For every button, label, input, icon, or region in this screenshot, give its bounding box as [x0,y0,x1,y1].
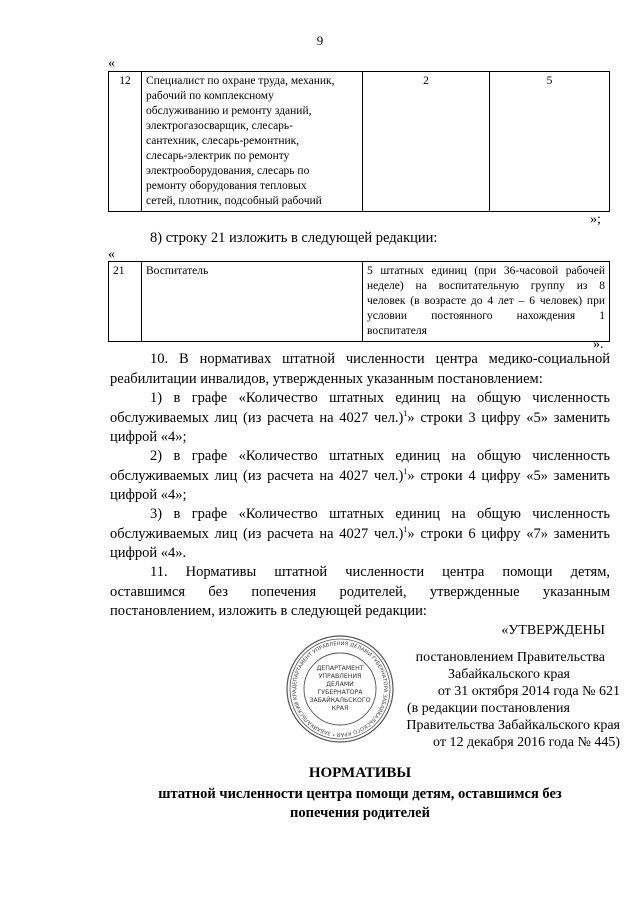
svg-text:УПРАВЛЕНИЯ: УПРАВЛЕНИЯ [318,673,362,680]
stamp-ring-text: ДЕПАРТАМЕНТ УПРАВЛЕНИЯ ДЕЛАМИ ГУБЕРНАТОРА ЗАБАЙКАЛЬСКОГО КРАЯ * ЗАБАЙКАЛЬСКИЙ КРА [291,640,389,738]
paragraph-11: 11. Нормативы штатной численности центра помощи детям, оставшимся без попечения родителей, утвержденные указанным постановлением, изложить в следующей редакции: [110,564,610,619]
quote-open-2: « [108,247,115,262]
paragraph-10-3: 3) в графе «Количество штатных единиц на общую численность обслуживаемых лиц (из расчета на 4027 чел.)$^1$» строки 6 цифру «7» заменить цифрой «4». [110,506,610,561]
row-number: 12 [109,72,142,212]
document-subtitle: штатной численности центра помощи детям, оставшимся без попечения родителей [158,786,562,821]
approved-heading: «УТВЕРЖДЕНЫ [501,623,605,638]
svg-text:ГУБЕРНАТОРА: ГУБЕРНАТОРА [317,689,363,696]
position-cell: Специалист по охране труда, механик, рабочий по комплексному обслуживанию и ремонту зданий, электрогазосварщик, слесарь- сантехник, слесарь-ремонтник, слесарь-электрик по ремонту электрооборудования, слесарь по ремонту оборудования тепловых сетей, плотник, подсобный рабочий [142,72,363,212]
quote-open-1: « [108,56,115,71]
quote-close-2: ». [593,337,604,352]
norm-cell: 5 штатных единиц (при 36-часовой рабочей неделе) на воспитательную группу из 8 человек (в возрасте до 4 лет – 6 человек) при условии постоянного нахождения 1 воспитателя [363,262,610,342]
staff-table-row-21 [108,261,610,342]
row-number: 21 [109,262,142,342]
staff-table-row-12 [108,71,610,212]
page-number: 9 [316,33,324,48]
item-8: 8) строку 21 изложить в следующей редакции: [150,230,438,246]
svg-text:ДЕЛАМИ: ДЕЛАМИ [326,681,354,688]
approval-block: «УТВЕРЖДЕНЫ постановлением Правительства Забайкальского края от 31 октября 2014 года № 621 (в редакции постановления Правительства Забайкальского края от 12 декабря 2016 года № 445) [370,622,630,751]
quote-close-1: »; [590,212,601,227]
stamp-center-text [309,665,370,712]
svg-text:КРАЯ: КРАЯ [331,705,349,712]
paragraph-10: 10. В нормативах штатной численности центра медико-социальной реабилитации инвалидов, утвержденных указанным постановлением: [110,351,610,387]
document-title: НОРМАТИВЫ [308,765,412,781]
svg-text:ЗАБАЙКАЛЬСКОГО: ЗАБАЙКАЛЬСКОГО [309,697,371,704]
value-cell-1: 2 [363,72,490,212]
paragraph-10-1: 1) в графе «Количество штатных единиц на общую численность обслуживаемых лиц (из расчета на 4027 чел.)$^1$» строки 3 цифру «5» заменить цифрой «4»; [110,390,610,445]
paragraph-10-2: 2) в графе «Количество штатных единиц на общую численность обслуживаемых лиц (из расчета на 4027 чел.)$^1$» строки 4 цифру «5» заменить цифрой «4»; [110,448,610,503]
svg-text:ДЕПАРТАМЕНТ: ДЕПАРТАМЕНТ [316,665,364,672]
official-stamp [285,634,395,744]
position-cell: Воспитатель [142,262,363,342]
value-cell-2: 5 [490,72,610,212]
